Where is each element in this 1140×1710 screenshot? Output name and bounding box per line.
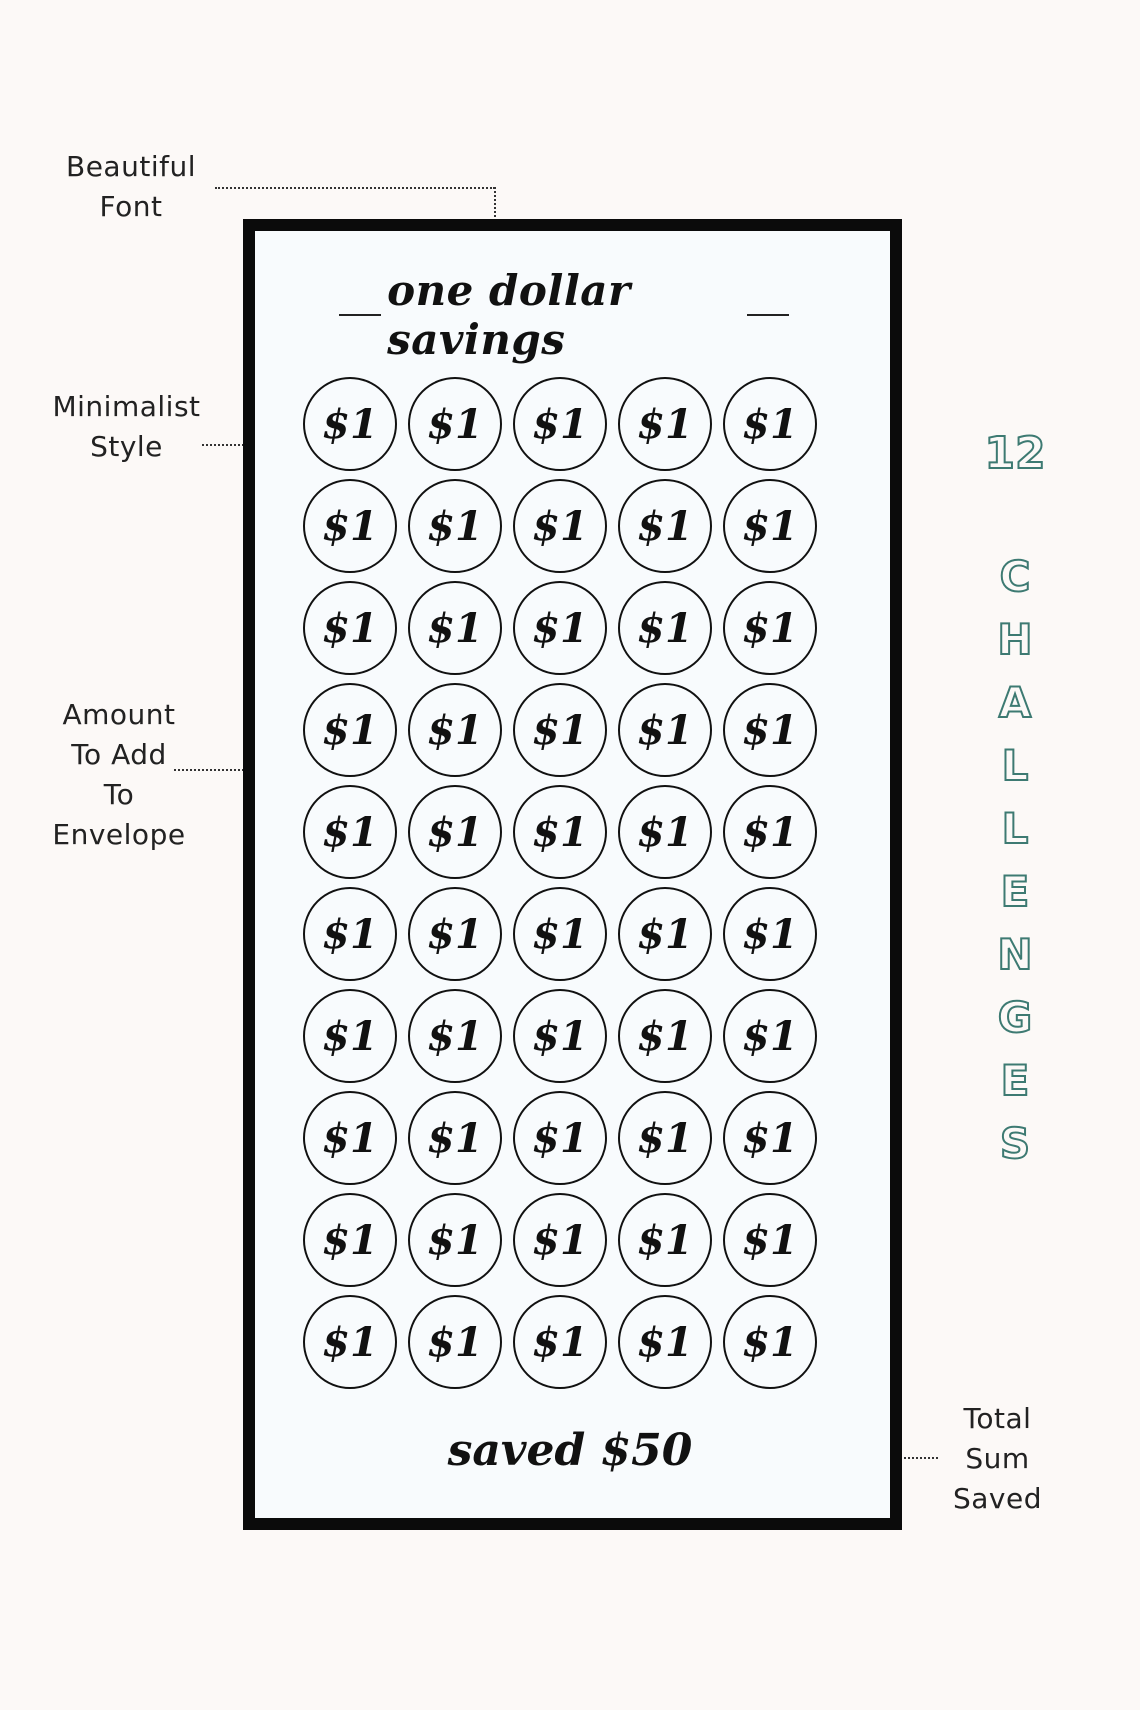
savings-coin[interactable]: $1 bbox=[408, 1091, 502, 1185]
challenges-count: 12 bbox=[984, 428, 1046, 479]
savings-coin[interactable]: $1 bbox=[408, 683, 502, 777]
leader-line bbox=[215, 187, 495, 189]
chart-title bbox=[339, 266, 789, 364]
savings-coin[interactable]: $1 bbox=[723, 989, 817, 1083]
challenges-letter: C bbox=[999, 552, 1031, 601]
savings-coin[interactable]: $1 bbox=[408, 1193, 502, 1287]
savings-coin[interactable]: $1 bbox=[618, 683, 712, 777]
annotation-line: Total bbox=[963, 1402, 1032, 1435]
savings-coin[interactable]: $1 bbox=[408, 887, 502, 981]
savings-coin[interactable]: $1 bbox=[723, 377, 817, 471]
savings-coin[interactable]: $1 bbox=[618, 989, 712, 1083]
savings-coin[interactable]: $1 bbox=[618, 479, 712, 573]
challenges-letter: E bbox=[1000, 867, 1030, 916]
annotation-line: Sum bbox=[965, 1442, 1030, 1475]
savings-coin[interactable]: $1 bbox=[723, 785, 817, 879]
savings-coin[interactable]: $1 bbox=[618, 785, 712, 879]
annotation-line: Envelope bbox=[52, 818, 186, 851]
savings-coin[interactable]: $1 bbox=[303, 479, 397, 573]
title-flourish-right bbox=[747, 314, 789, 316]
challenges-letter: H bbox=[997, 615, 1033, 664]
savings-coin[interactable]: $1 bbox=[408, 989, 502, 1083]
annotation-line: Minimalist bbox=[52, 390, 201, 423]
savings-coin[interactable]: $1 bbox=[513, 1091, 607, 1185]
annotation-line: To Add bbox=[71, 738, 167, 771]
savings-coin[interactable]: $1 bbox=[513, 989, 607, 1083]
savings-coin[interactable]: $1 bbox=[303, 683, 397, 777]
savings-coin[interactable]: $1 bbox=[513, 581, 607, 675]
chart-title-text: one dollar savings bbox=[387, 266, 631, 364]
title-flourish-left bbox=[339, 314, 381, 316]
challenges-letter: L bbox=[1001, 741, 1029, 790]
savings-coin[interactable]: $1 bbox=[723, 1295, 817, 1389]
leader-line bbox=[202, 444, 244, 446]
savings-coin[interactable]: $1 bbox=[723, 1091, 817, 1185]
savings-coin[interactable]: $1 bbox=[513, 479, 607, 573]
savings-coin[interactable]: $1 bbox=[408, 377, 502, 471]
savings-coin[interactable]: $1 bbox=[408, 479, 502, 573]
challenges-letter: S bbox=[999, 1119, 1031, 1168]
savings-coin[interactable]: $1 bbox=[618, 887, 712, 981]
savings-coin[interactable]: $1 bbox=[408, 581, 502, 675]
savings-coin[interactable]: $1 bbox=[723, 581, 817, 675]
savings-coin[interactable]: $1 bbox=[303, 1295, 397, 1389]
savings-coin[interactable]: $1 bbox=[303, 887, 397, 981]
savings-coin[interactable]: $1 bbox=[618, 581, 712, 675]
savings-coin[interactable]: $1 bbox=[408, 1295, 502, 1389]
savings-coin[interactable]: $1 bbox=[723, 683, 817, 777]
challenges-letter: G bbox=[997, 993, 1033, 1042]
savings-coin[interactable]: $1 bbox=[303, 1091, 397, 1185]
savings-coin[interactable]: $1 bbox=[513, 1193, 607, 1287]
savings-coin[interactable]: $1 bbox=[513, 1295, 607, 1389]
challenges-letter: A bbox=[998, 678, 1032, 727]
savings-coin[interactable]: $1 bbox=[303, 989, 397, 1083]
savings-coin[interactable]: $1 bbox=[513, 785, 607, 879]
annotation-beautiful-font bbox=[56, 147, 206, 227]
annotation-line: To bbox=[103, 778, 135, 811]
challenges-label bbox=[980, 425, 1050, 1175]
savings-coin[interactable]: $1 bbox=[303, 581, 397, 675]
challenges-letter: E bbox=[1000, 1056, 1030, 1105]
savings-coin[interactable]: $1 bbox=[303, 377, 397, 471]
annotation-total-sum-saved bbox=[920, 1399, 1075, 1519]
annotation-line: Saved bbox=[952, 1482, 1042, 1515]
savings-coin[interactable]: $1 bbox=[618, 377, 712, 471]
savings-coin[interactable]: $1 bbox=[513, 377, 607, 471]
savings-coin[interactable]: $1 bbox=[618, 1193, 712, 1287]
challenges-word bbox=[980, 545, 1050, 1175]
saved-total: saved $50 bbox=[447, 1425, 693, 1476]
savings-coin[interactable]: $1 bbox=[618, 1091, 712, 1185]
annotation-line: Font bbox=[99, 190, 163, 223]
savings-coin[interactable]: $1 bbox=[618, 1295, 712, 1389]
annotation-line: Beautiful bbox=[66, 150, 196, 183]
savings-coin[interactable]: $1 bbox=[408, 785, 502, 879]
savings-coin[interactable]: $1 bbox=[723, 479, 817, 573]
savings-coin[interactable]: $1 bbox=[723, 887, 817, 981]
annotation-line: Amount bbox=[62, 698, 176, 731]
annotation-minimalist-style bbox=[44, 387, 209, 467]
savings-coin[interactable]: $1 bbox=[723, 1193, 817, 1287]
coin-grid bbox=[303, 377, 821, 1397]
savings-coin[interactable]: $1 bbox=[303, 1193, 397, 1287]
challenges-letter: N bbox=[997, 930, 1033, 979]
savings-coin[interactable]: $1 bbox=[513, 683, 607, 777]
savings-coin[interactable]: $1 bbox=[303, 785, 397, 879]
savings-coin[interactable]: $1 bbox=[513, 887, 607, 981]
annotation-amount-to-add bbox=[44, 695, 194, 855]
challenges-letter: L bbox=[1001, 804, 1029, 853]
annotation-line: Style bbox=[90, 430, 163, 463]
